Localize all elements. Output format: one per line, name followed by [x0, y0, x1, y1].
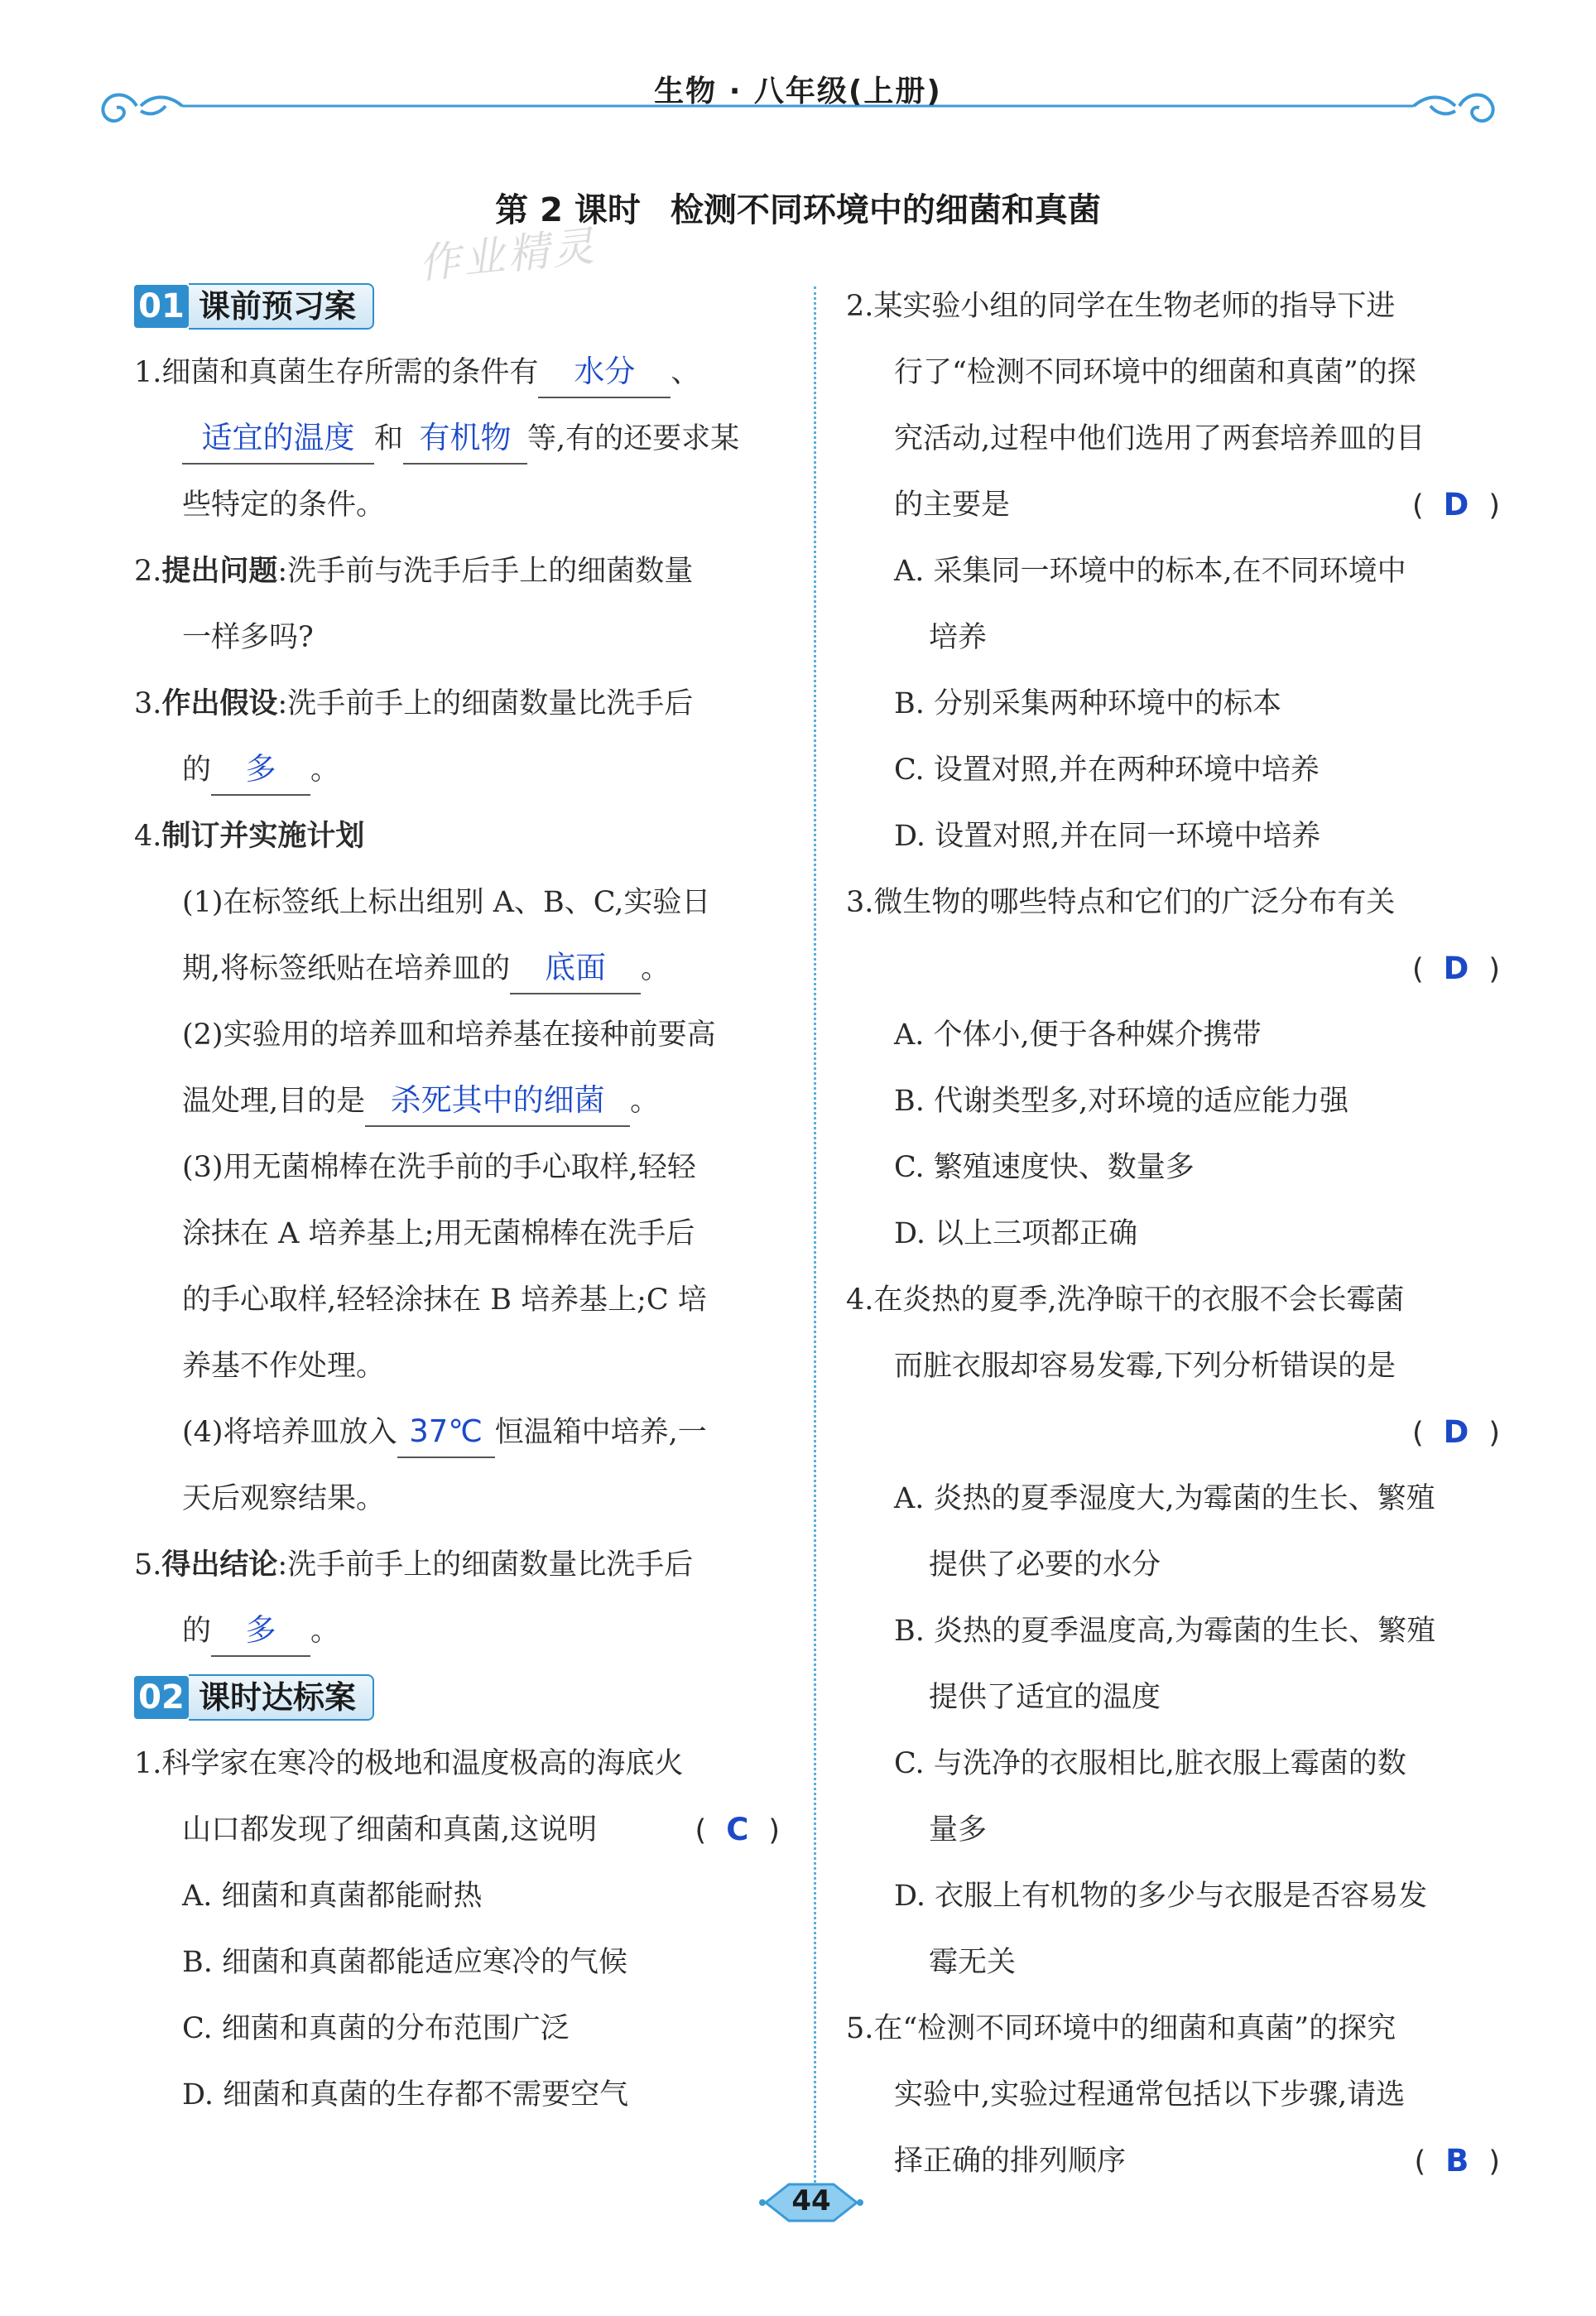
option: B. 分别采集两种环境中的标本 — [894, 687, 1281, 720]
page-number: 44 — [791, 2184, 831, 2217]
left-column — [134, 282, 780, 2128]
option: A. 个体小,便于各种媒介携带 — [894, 1018, 1262, 1052]
lesson-title — [0, 184, 1596, 231]
section-number: 02 — [134, 1676, 189, 1719]
mc-question-2: 2.某实验小组的同学在生物老师的指导下进 行了“检测不同环境中的细菌和真菌”的探 究活动,过程中他们选用了两套培养皿的目 的主要是 ( D ) A. 采集同一环境中的标本,在不同环境中 培养 B. 分别采集两种环境中的标本 C. 设置对照,并在两种环境中培养 D. 设置对照,并在同一环境中培养 — [846, 273, 1500, 869]
answer-paren: ( D ) — [1411, 1414, 1500, 1450]
answer-text: 37℃ — [409, 1413, 483, 1449]
section-label: 课时达标案 — [189, 1674, 374, 1721]
column-divider — [814, 286, 816, 2183]
question-4: 4.制订并实施计划 (1)在标签纸上标出组别 A、B、C,实验日 期,将标签纸贴在培养皿的 底面 。 (2)实验用的培养皿和培养基在接种前要高 温处理,目的是 杀死其中的细菌 。 (3)用无菌棉棒在洗手前的手心取样,轻轻 涂抹在 A 培养基上;用无菌棉棒在洗手后 的手心取样,轻轻涂抹在 B 培养基上;C 培 养基不作处理。 (4)将培养皿放入 37℃ 恒温箱中培养,一 天后观察结果。 — [134, 820, 716, 1515]
section-label: 课前预习案 — [189, 283, 374, 330]
book-header-title: 生物 · 八年级(上册) — [654, 75, 942, 108]
lesson-number: 第 2 课时 — [495, 191, 641, 229]
answer-paren: ( C ) — [695, 1812, 780, 1847]
answer-choice: B — [1445, 2143, 1469, 2179]
question-5: 5.得出结论:洗手前手上的细菌数量比洗手后 的 多 。 — [134, 1532, 780, 1664]
section-header-preview — [134, 282, 780, 331]
question-2: 2.提出问题:洗手前与洗手后手上的细菌数量 一样多吗? — [134, 555, 694, 654]
section-number: 01 — [134, 285, 189, 328]
watermark: 作业精灵 — [416, 221, 599, 289]
option: B. 细菌和真菌都能适应寒冷的气候 — [182, 1946, 627, 1979]
option: C. 繁殖速度快、数量多 — [894, 1151, 1195, 1184]
option: C. 细菌和真菌的分布范围广泛 — [182, 2012, 570, 2045]
mc-question-1: 1.科学家在寒冷的极地和温度极高的海底火 山口都发现了细菌和真菌,这说明 ( C ) A. 细菌和真菌都能耐热 B. 细菌和真菌都能适应寒冷的气候 C. 细菌和真菌的分布范围广泛 D. 细菌和真菌的生存都不需要空气 — [134, 1731, 780, 2128]
answer-choice: D — [1443, 487, 1469, 522]
option: B. 炎热的夏季温度高,为霉菌的生长、繁殖 — [894, 1615, 1436, 1648]
lesson-name: 检测不同环境中的细菌和真菌 — [670, 191, 1101, 229]
answer-text: 多 — [245, 1612, 276, 1648]
answer-choice: C — [726, 1812, 749, 1847]
option: D. 细菌和真菌的生存都不需要空气 — [182, 2078, 629, 2111]
answer-paren: ( D ) — [1411, 951, 1500, 986]
answer-paren: ( D ) — [1411, 487, 1500, 522]
mc-question-3: 3.微生物的哪些特点和它们的广泛分布有关 ( D ) A. 个体小,便于各种媒介携带 B. 代谢类型多,对环境的适应能力强 C. 繁殖速度快、数量多 D. 以上三项都正确 — [846, 869, 1500, 1267]
mc-question-4: 4.在炎热的夏季,洗净晾干的衣服不会长霉菌 而脏衣服却容易发霉,下列分析错误的是 ( D ) A. 炎热的夏季湿度大,为霉菌的生长、繁殖 提供了必要的水分 B. 炎热的夏季温度高,为霉菌的生长、繁殖 提供了适宜的温度 C. 与洗净的衣服相比,脏衣服上霉菌的数 量多 D. 衣服上有机物的多少与衣服是否容易发 霉无关 — [846, 1283, 1500, 1979]
question-3: 3.作出假设:洗手前手上的细菌数量比洗手后 的 多 。 — [134, 671, 780, 803]
answer-text: 水分 — [574, 354, 636, 389]
option: C. 设置对照,并在两种环境中培养 — [894, 754, 1320, 787]
option: D. 以上三项都正确 — [894, 1217, 1138, 1250]
answer-choice: D — [1443, 951, 1469, 986]
option: B. 代谢类型多,对环境的适应能力强 — [894, 1085, 1349, 1118]
answer-choice: D — [1443, 1414, 1469, 1450]
section-header-practice — [134, 1673, 780, 1722]
answer-text: 杀死其中的细菌 — [390, 1082, 605, 1118]
mc-question-5: 5.在“检测不同环境中的细菌和真菌”的探究 实验中,实验过程通常包括以下步骤,请选 择正确的排列顺序 ( B ) — [846, 1996, 1500, 2194]
answer-text: 多 — [245, 751, 276, 787]
option: D. 设置对照,并在同一环境中培养 — [894, 820, 1321, 853]
right-column — [846, 273, 1500, 2194]
answer-text: 有机物 — [419, 420, 512, 455]
page-number-badge — [757, 2178, 865, 2227]
option: A. 细菌和真菌都能耐热 — [182, 1880, 483, 1913]
answer-text: 适宜的温度 — [201, 420, 355, 455]
option: A. 采集同一环境中的标本,在不同环境中 — [894, 555, 1406, 588]
question-1: 1.细菌和真菌生存所需的条件有 水分 、 适宜的温度 和 有机物 等,有的还要求某 些特定的条件。 — [134, 339, 780, 538]
option: A. 炎热的夏季湿度大,为霉菌的生长、繁殖 — [894, 1482, 1435, 1515]
option: D. 衣服上有机物的多少与衣服是否容易发 — [894, 1880, 1428, 1913]
answer-text: 底面 — [545, 950, 607, 985]
answer-paren: ( B ) — [1414, 2143, 1500, 2179]
option: C. 与洗净的衣服相比,脏衣服上霉菌的数 — [894, 1747, 1406, 1780]
